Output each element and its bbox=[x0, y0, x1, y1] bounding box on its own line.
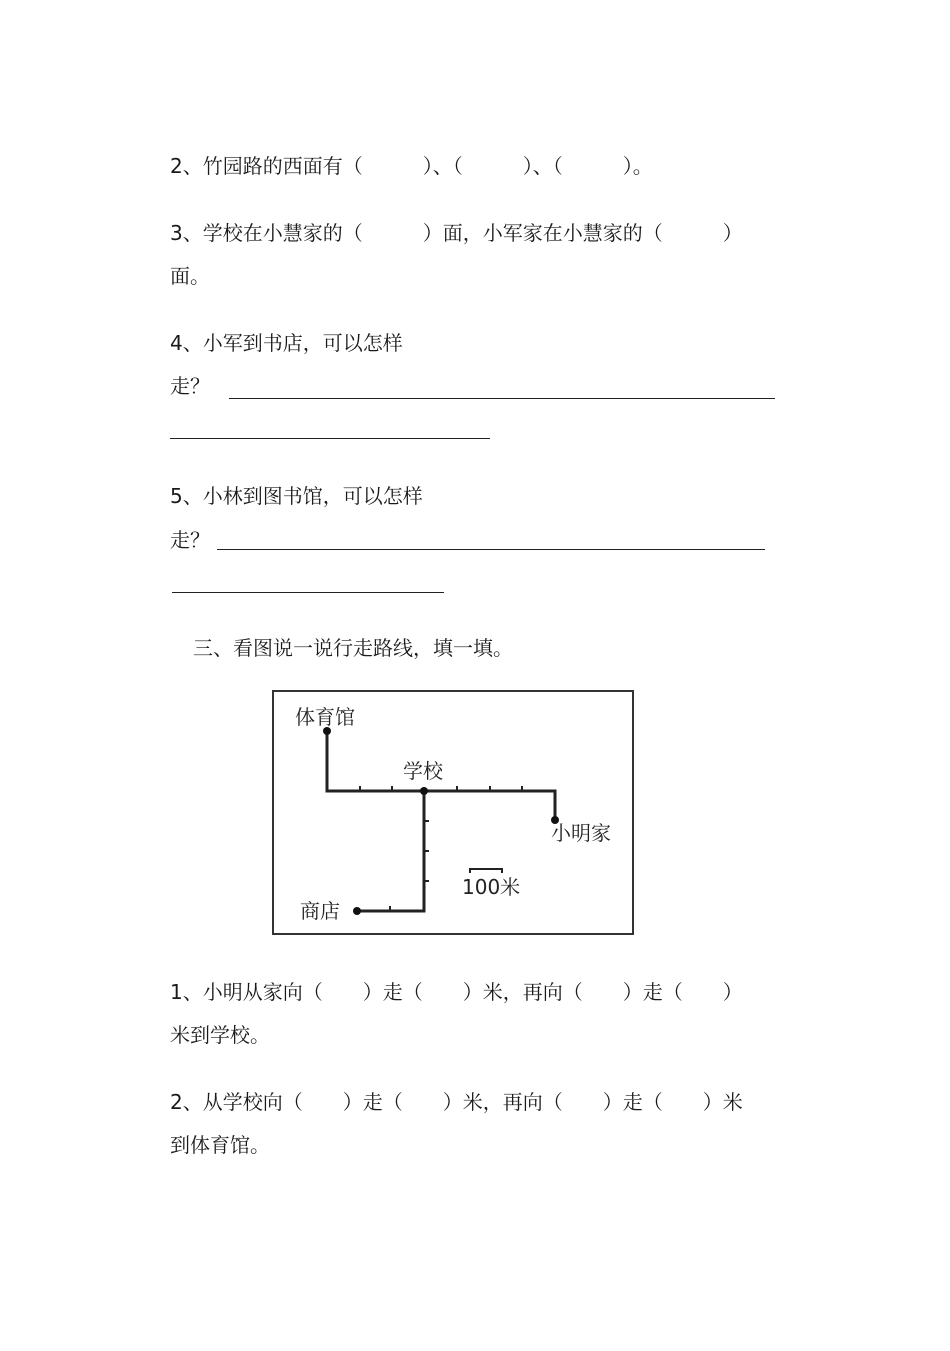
answer-line bbox=[229, 398, 775, 399]
home-label: 小明家 bbox=[551, 821, 611, 845]
answer-line bbox=[172, 592, 444, 593]
gym-label: 体育馆 bbox=[295, 705, 355, 729]
scale-label: 100米 bbox=[462, 875, 521, 899]
route-question-1-line-2: 米到学校。 bbox=[170, 1023, 270, 1047]
answer-line bbox=[217, 549, 765, 550]
question-4-line-1: 4、小军到书店，可以怎样 bbox=[170, 331, 403, 355]
question-5-line-2: 走？ bbox=[170, 528, 210, 552]
shop-dot bbox=[353, 907, 361, 915]
school-label: 学校 bbox=[403, 759, 443, 783]
question-3-line-2: 面。 bbox=[170, 264, 210, 288]
route-map bbox=[272, 690, 634, 935]
route-question-2-line-1: 2、从学校向（ ）走（ ）米，再向（ ）走（ ）米 bbox=[170, 1090, 743, 1114]
shop-label: 商店 bbox=[300, 899, 340, 923]
question-4-line-2: 走？ bbox=[170, 374, 210, 398]
question-2: 2、竹园路的西面有（ ）、（ ）、（ ）。 bbox=[170, 154, 653, 178]
route-map-figure bbox=[272, 690, 634, 935]
question-5-line-1: 5、小林到图书馆，可以怎样 bbox=[170, 484, 423, 508]
route-question-1-line-1: 1、小明从家向（ ）走（ ）米，再向（ ）走（ ） bbox=[170, 980, 743, 1004]
answer-line bbox=[170, 438, 490, 439]
route-question-2-line-2: 到体育馆。 bbox=[170, 1133, 270, 1157]
school-dot bbox=[420, 787, 428, 795]
section-3-heading: 三、看图说一说行走路线，填一填。 bbox=[193, 636, 513, 660]
question-3-line-1: 3、学校在小慧家的（ ）面，小军家在小慧家的（ ） bbox=[170, 221, 743, 245]
